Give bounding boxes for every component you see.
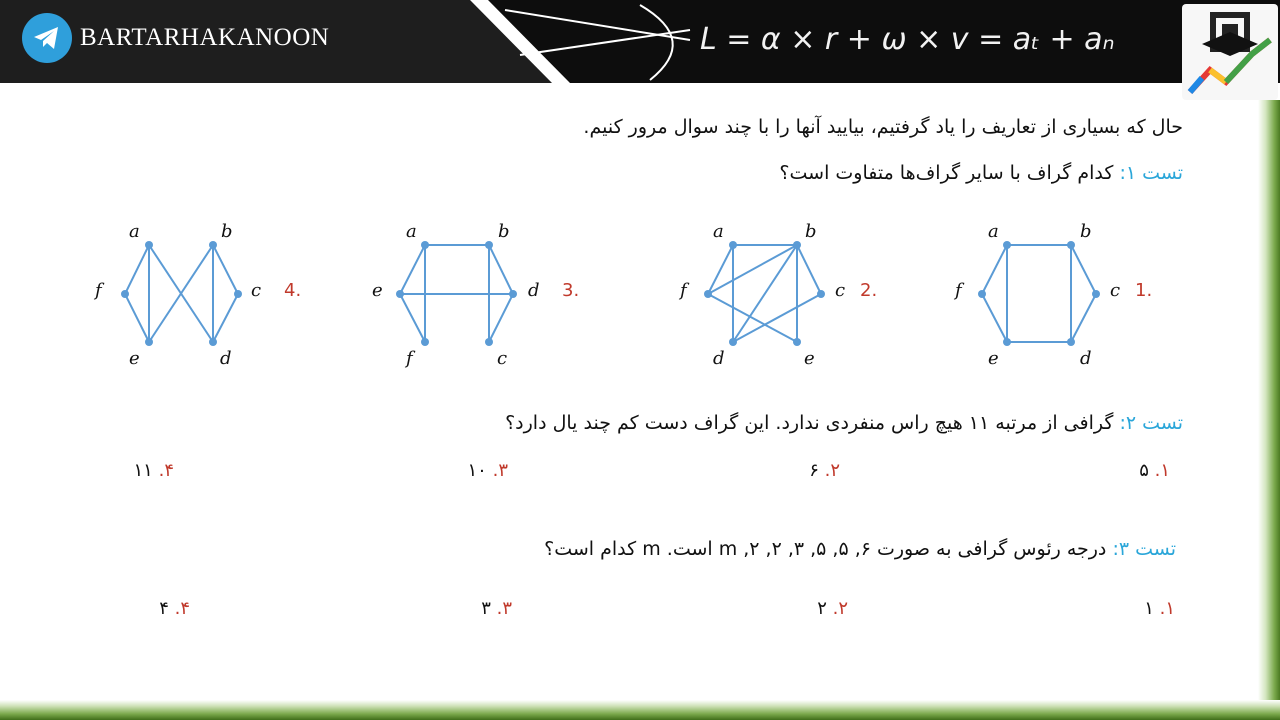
graph-3-number: 3. [562, 280, 580, 301]
brand-name: BARTARHAKANOON [80, 24, 330, 51]
graph-3-label-e: e [372, 280, 383, 301]
intro-text: حال که بسیاری از تعاریف را یاد گرفتیم، بیایید آنها را با چند سوال مرور کنیم. [583, 116, 1183, 138]
question-1-title: تست ۱: [1119, 162, 1183, 184]
graph-4-label-b: b [221, 221, 233, 242]
graph-2-label-c: c [835, 280, 846, 301]
graph-3-label-d: d [528, 280, 540, 301]
question-3-title: تست ۳: [1112, 538, 1176, 560]
graph-2-label-f: f [680, 280, 687, 301]
question-3 [544, 538, 1176, 560]
graph-1 [982, 245, 1096, 342]
graph-3-label-c: c [497, 348, 508, 369]
question-2-text: گرافی از مرتبه ۱۱ هیچ راس منفردی ندارد. این گراف دست کم چند یال دارد؟ [505, 412, 1120, 434]
graph-4-number: 4. [284, 280, 302, 301]
graph-3-label-a: a [406, 221, 417, 242]
graph-3-label-b: b [498, 221, 510, 242]
header-formula: L = α × r + ω × v = aₜ + aₙ [700, 22, 1115, 57]
q3-option-4[interactable]: ۴. ۴ [159, 598, 190, 619]
graph-4-label-a: a [129, 221, 140, 242]
graph-2-label-b: b [805, 221, 817, 242]
graph-1-label-f: f [955, 280, 962, 301]
q2-option-1[interactable]: ۱. ۵ [1139, 460, 1170, 481]
question-2 [505, 412, 1183, 434]
q2-option-2[interactable]: ۲. ۶ [809, 460, 840, 481]
graph-4-label-d: d [220, 348, 232, 369]
graph-1-label-a: a [988, 221, 999, 242]
graph-2-label-e: e [804, 348, 815, 369]
q2-option-3[interactable]: ۳. ۱۰ [467, 460, 508, 481]
q2-option-4[interactable]: ۴. ۱۱ [133, 460, 174, 481]
graph-1-label-e: e [988, 348, 999, 369]
q3-option-3[interactable]: ۳. ۳ [481, 598, 512, 619]
graph-2 [708, 245, 821, 342]
graph-1-label-c: c [1110, 280, 1121, 301]
bottom-decorative-border [0, 700, 1280, 720]
graph-1-label-d: d [1080, 348, 1092, 369]
graph-4-label-c: c [251, 280, 262, 301]
question-2-title: تست ۲: [1119, 412, 1183, 434]
graph-2-number: 2. [860, 280, 878, 301]
graph-3-label-f: f [406, 348, 413, 369]
graph-3 [400, 245, 513, 342]
graph-1-label-b: b [1080, 221, 1092, 242]
graph-2-label-a: a [713, 221, 724, 242]
graph-4-label-f: f [95, 280, 102, 301]
question-1-text: کدام گراف با سایر گراف‌ها متفاوت است؟ [779, 162, 1120, 184]
graph-1-number: 1. [1135, 280, 1153, 301]
graph-4 [125, 245, 238, 342]
q3-option-1[interactable]: ۱. ۱ [1144, 598, 1175, 619]
graph-2-label-d: d [713, 348, 725, 369]
q3-option-2[interactable]: ۲. ۲ [817, 598, 848, 619]
question-3-text: درجه رئوس گرافی به صورت m ,۲ ,۲ ,۳ ,۵ ,۵ ,۶ است. m کدام است؟ [544, 538, 1113, 560]
graph-4-label-e: e [129, 348, 140, 369]
